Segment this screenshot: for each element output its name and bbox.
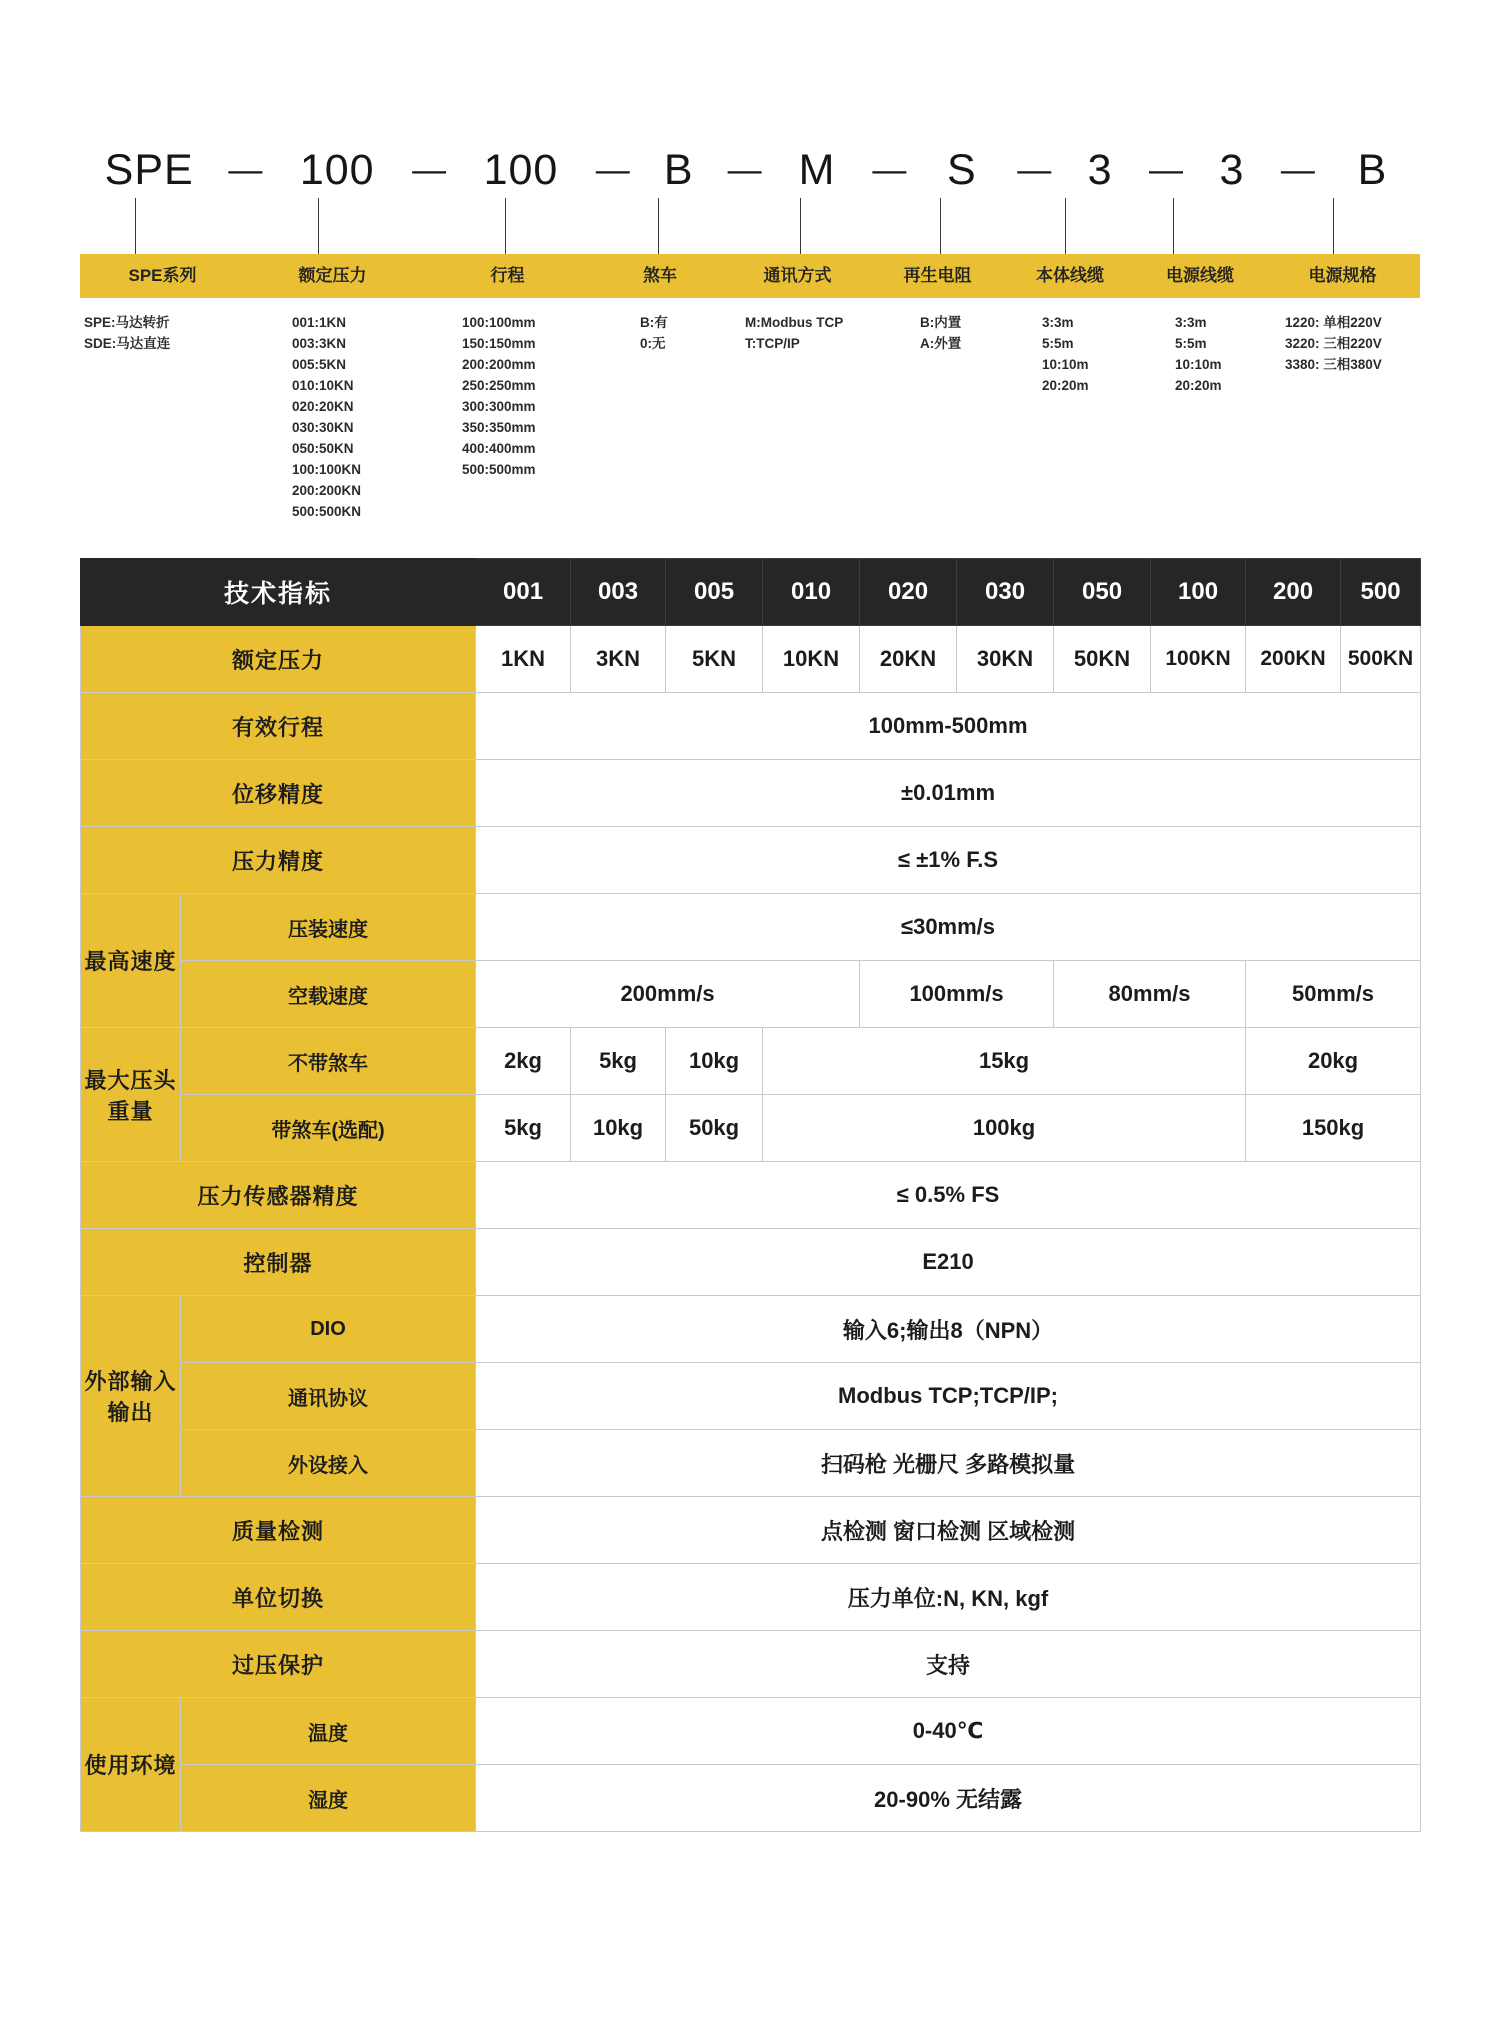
table-row-controller <box>81 1229 1421 1296</box>
option-item: 030:30KN <box>292 420 354 435</box>
row-label-protocol: 通讯协议 <box>181 1363 476 1430</box>
tick-icon <box>505 198 506 256</box>
option-item: 3:3m <box>1042 315 1074 330</box>
band-cell-regen: 再生电阻 <box>903 266 972 285</box>
option-item: 020:20KN <box>292 399 354 414</box>
row-label-humidity: 湿度 <box>181 1765 476 1832</box>
band-cell-force: 额定压力 <box>298 266 367 285</box>
option-item: 3:3m <box>1175 315 1207 330</box>
code-segment-comm: M <box>798 145 836 194</box>
table-row-temperature <box>81 1698 1421 1765</box>
row-label-force-accuracy: 压力精度 <box>81 827 476 894</box>
row-label-environment: 使用环境 <box>81 1698 181 1832</box>
table-row-header <box>81 559 1421 626</box>
cell-with-brake-1: 5kg <box>476 1095 571 1162</box>
cell-rated-force-500: 500KN <box>1341 626 1421 693</box>
code-dash: — <box>727 150 762 189</box>
option-item: 050:50KN <box>292 441 354 456</box>
option-item: 400:400mm <box>462 441 536 456</box>
code-dash: — <box>872 150 907 189</box>
table-row-displacement-accuracy <box>81 760 1421 827</box>
model-col-030: 030 <box>957 559 1054 626</box>
band-cell-comm: 通讯方式 <box>763 266 832 285</box>
option-item: 150:150mm <box>462 336 536 351</box>
option-header-band <box>80 254 1420 298</box>
option-col-power-cable <box>1175 312 1265 396</box>
code-dash: — <box>1149 150 1184 189</box>
code-dash: — <box>595 150 630 189</box>
row-label-with-brake: 带煞车(选配) <box>181 1095 476 1162</box>
cell-idle-speed-2: 100mm/s <box>860 961 1054 1028</box>
cell-no-brake-4: 15kg <box>763 1028 1246 1095</box>
option-item: 0:无 <box>640 336 666 351</box>
cell-peripheral: 扫码枪 光栅尺 多路模拟量 <box>476 1430 1421 1497</box>
row-label-max-head-weight: 最大压头重量 <box>81 1028 181 1162</box>
code-segment-power-spec: B <box>1357 145 1388 194</box>
option-item: 5:5m <box>1175 336 1207 351</box>
option-item: 500:500mm <box>462 462 536 477</box>
code-segment-regen: S <box>946 145 977 194</box>
option-col-brake <box>640 312 750 354</box>
option-col-body-cable <box>1042 312 1132 396</box>
row-label-sensor-accuracy: 压力传感器精度 <box>81 1162 476 1229</box>
option-col-comm <box>745 312 905 354</box>
code-segment-body-cable: 3 <box>1087 145 1113 194</box>
cell-idle-speed-4: 50mm/s <box>1246 961 1421 1028</box>
cell-no-brake-3: 10kg <box>666 1028 763 1095</box>
option-item: 100:100mm <box>462 315 536 330</box>
cell-temperature: 0-40℃ <box>476 1698 1421 1765</box>
code-segment-brake: B <box>663 145 694 194</box>
cell-no-brake-2: 5kg <box>571 1028 666 1095</box>
table-row-overload <box>81 1631 1421 1698</box>
option-col-series <box>84 312 254 354</box>
tick-icon <box>1333 198 1334 256</box>
option-item: 250:250mm <box>462 378 536 393</box>
row-label-external-io: 外部输入输出 <box>81 1296 181 1497</box>
row-label-quality: 质量检测 <box>81 1497 476 1564</box>
table-row-unit <box>81 1564 1421 1631</box>
code-segment-series: SPE <box>104 145 194 194</box>
table-row-sensor-accuracy <box>81 1162 1421 1229</box>
option-item: 1220: 单相220V <box>1285 315 1382 330</box>
cell-rated-force-050: 50KN <box>1054 626 1151 693</box>
cell-sensor-accuracy: ≤ 0.5% FS <box>476 1162 1421 1229</box>
cell-rated-force-030: 30KN <box>957 626 1054 693</box>
tick-icon <box>1173 198 1174 256</box>
option-item: 200:200mm <box>462 357 536 372</box>
code-segment-power-cable: 3 <box>1219 145 1245 194</box>
option-col-stroke <box>462 312 612 480</box>
option-item: 500:500KN <box>292 504 362 519</box>
cell-stroke-value: 100mm-500mm <box>476 693 1421 760</box>
code-dash: — <box>1017 150 1052 189</box>
model-col-001: 001 <box>476 559 571 626</box>
model-col-100: 100 <box>1151 559 1246 626</box>
cell-no-brake-1: 2kg <box>476 1028 571 1095</box>
option-item: SPE:马达转折 <box>84 315 170 330</box>
cell-with-brake-4: 100kg <box>763 1095 1246 1162</box>
row-label-idle-speed: 空载速度 <box>181 961 476 1028</box>
cell-rated-force-005: 5KN <box>666 626 763 693</box>
band-cell-power-cable: 电源线缆 <box>1166 266 1234 285</box>
model-col-020: 020 <box>860 559 957 626</box>
table-row-head-weight-with-brake <box>81 1095 1421 1162</box>
table-row-rated-force <box>81 626 1421 693</box>
tick-icon <box>940 198 941 256</box>
cell-displacement-accuracy: ±0.01mm <box>476 760 1421 827</box>
band-cell-power-spec: 电源规格 <box>1308 266 1377 285</box>
row-label-temperature: 温度 <box>181 1698 476 1765</box>
code-segment-force: 100 <box>299 145 375 194</box>
cell-unit: 压力单位:N, KN, kgf <box>476 1564 1421 1631</box>
tick-marks <box>80 198 1420 256</box>
option-col-regen <box>920 312 1030 354</box>
option-item: 200:200KN <box>292 483 362 498</box>
cell-controller: E210 <box>476 1229 1421 1296</box>
spec-table <box>80 558 1421 1832</box>
row-label-dio: DIO <box>181 1296 476 1363</box>
cell-protocol: Modbus TCP;TCP/IP; <box>476 1363 1421 1430</box>
cell-humidity: 20-90% 无结露 <box>476 1765 1421 1832</box>
cell-idle-speed-3: 80mm/s <box>1054 961 1246 1028</box>
table-row-humidity <box>81 1765 1421 1832</box>
tick-icon <box>135 198 136 256</box>
tick-icon <box>658 198 659 256</box>
tick-icon <box>1065 198 1066 256</box>
option-item: 003:3KN <box>292 336 347 351</box>
row-label-displacement-accuracy: 位移精度 <box>81 760 476 827</box>
table-row-head-weight-no-brake <box>81 1028 1421 1095</box>
option-col-power-spec <box>1285 312 1445 375</box>
model-col-005: 005 <box>666 559 763 626</box>
row-label-controller: 控制器 <box>81 1229 476 1296</box>
option-item: SDE:马达直连 <box>84 336 171 351</box>
table-row-force-accuracy <box>81 827 1421 894</box>
option-item: 10:10m <box>1042 357 1089 372</box>
cell-no-brake-5: 20kg <box>1246 1028 1421 1095</box>
cell-dio: 输入6;输出8（NPN） <box>476 1296 1421 1363</box>
band-cell-brake: 煞车 <box>643 266 677 285</box>
option-item: 3220: 三相220V <box>1285 336 1382 351</box>
cell-with-brake-2: 10kg <box>571 1095 666 1162</box>
option-item: 10:10m <box>1175 357 1222 372</box>
row-label-peripheral: 外设接入 <box>181 1430 476 1497</box>
band-cell-stroke: 行程 <box>490 266 525 285</box>
option-item: 20:20m <box>1042 378 1089 393</box>
cell-rated-force-010: 10KN <box>763 626 860 693</box>
band-cell-series: SPE系列 <box>128 266 197 285</box>
option-item: 010:10KN <box>292 378 354 393</box>
option-item: B:有 <box>640 315 668 330</box>
option-item: B:内置 <box>920 315 962 330</box>
cell-overload: 支持 <box>476 1631 1421 1698</box>
model-code-row <box>80 140 1420 200</box>
option-item: 3380: 三相380V <box>1285 357 1382 372</box>
model-col-200: 200 <box>1246 559 1341 626</box>
table-row-stroke <box>81 693 1421 760</box>
cell-rated-force-001: 1KN <box>476 626 571 693</box>
model-col-010: 010 <box>763 559 860 626</box>
table-row-quality <box>81 1497 1421 1564</box>
option-col-rated-force <box>292 312 432 522</box>
code-dash: — <box>412 150 447 189</box>
row-label-press-speed: 压装速度 <box>181 894 476 961</box>
cell-force-accuracy: ≤ ±1% F.S <box>476 827 1421 894</box>
table-row-peripheral <box>81 1430 1421 1497</box>
row-label-unit: 单位切换 <box>81 1564 476 1631</box>
option-item: 005:5KN <box>292 357 347 372</box>
code-dash: — <box>1280 150 1315 189</box>
code-dash: — <box>228 150 263 189</box>
table-row-dio <box>81 1296 1421 1363</box>
row-label-stroke: 有效行程 <box>81 693 476 760</box>
model-col-500: 500 <box>1341 559 1421 626</box>
tick-icon <box>800 198 801 256</box>
row-label-overload: 过压保护 <box>81 1631 476 1698</box>
cell-with-brake-3: 50kg <box>666 1095 763 1162</box>
option-item: 20:20m <box>1175 378 1222 393</box>
table-row-protocol <box>81 1363 1421 1430</box>
model-col-050: 050 <box>1054 559 1151 626</box>
option-item: 5:5m <box>1042 336 1074 351</box>
tick-icon <box>318 198 319 256</box>
row-label-no-brake: 不带煞车 <box>181 1028 476 1095</box>
option-item: 350:350mm <box>462 420 536 435</box>
code-segment-stroke: 100 <box>483 145 559 194</box>
option-item: 100:100KN <box>292 462 362 477</box>
spec-header-label: 技术指标 <box>81 559 476 626</box>
option-item: T:TCP/IP <box>745 336 800 351</box>
table-row-idle-speed <box>81 961 1421 1028</box>
table-row-press-speed <box>81 894 1421 961</box>
model-col-003: 003 <box>571 559 666 626</box>
option-item: A:外置 <box>920 336 962 351</box>
option-item: M:Modbus TCP <box>745 315 844 330</box>
option-item: 001:1KN <box>292 315 347 330</box>
cell-idle-speed-1: 200mm/s <box>476 961 860 1028</box>
cell-press-speed: ≤30mm/s <box>476 894 1421 961</box>
cell-rated-force-100: 100KN <box>1151 626 1246 693</box>
option-item: 300:300mm <box>462 399 536 414</box>
cell-with-brake-5: 150kg <box>1246 1095 1421 1162</box>
row-label-max-speed: 最高速度 <box>81 894 181 1028</box>
band-cell-body-cable: 本体线缆 <box>1036 266 1104 285</box>
cell-rated-force-020: 20KN <box>860 626 957 693</box>
cell-quality: 点检测 窗口检测 区域检测 <box>476 1497 1421 1564</box>
cell-rated-force-003: 3KN <box>571 626 666 693</box>
row-label-rated-force: 额定压力 <box>81 626 476 693</box>
cell-rated-force-200: 200KN <box>1246 626 1341 693</box>
